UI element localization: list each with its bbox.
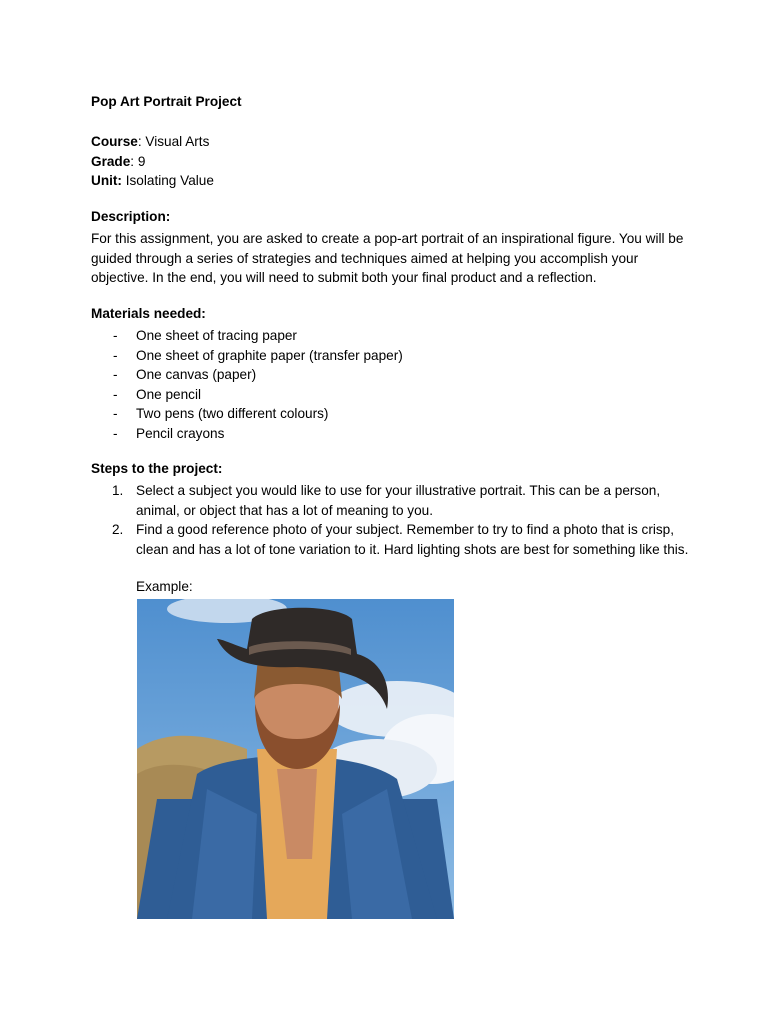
list-item: [91, 326, 403, 346]
course-info: [91, 132, 214, 191]
unit-label: Unit:: [91, 173, 122, 188]
materials-list: [91, 326, 403, 443]
material-text: One sheet of tracing paper: [136, 328, 297, 343]
document-title: Pop Art Portrait Project: [91, 94, 242, 109]
material-text: Two pens (two different colours): [136, 406, 329, 421]
steps-list: [91, 481, 691, 559]
grade-line: [91, 152, 214, 172]
unit-line: [91, 171, 214, 191]
cowboy-portrait-image: [137, 599, 454, 919]
description-text: For this assignment, you are asked to create a pop-art portrait of an inspirational figure. You will be guided through a series of strategies and techniques aimed at helping you accomplish your objective. In the end, you will need to submit both your final product and a reflection.: [91, 231, 684, 285]
material-text: One sheet of graphite paper (transfer paper): [136, 347, 403, 363]
list-item: [91, 385, 403, 405]
list-item: [91, 481, 691, 520]
material-text: One canvas (paper): [136, 367, 257, 382]
bullet-dash: -: [113, 367, 118, 382]
bullet-dash: -: [113, 386, 118, 402]
list-item: [91, 404, 403, 424]
grade-label: Grade: [91, 153, 131, 169]
bullet-dash: -: [113, 347, 118, 363]
list-item: [91, 520, 691, 559]
list-item: [91, 424, 403, 444]
course-line: [91, 132, 214, 152]
grade-value: : 9: [130, 153, 146, 169]
materials-heading: Materials needed:: [91, 306, 206, 321]
bullet-dash: -: [113, 406, 118, 421]
step-number: 2.: [112, 522, 124, 537]
example-photo: [137, 599, 454, 919]
list-item: [91, 346, 403, 366]
course-value: : Visual Arts: [137, 134, 210, 149]
material-text: Pencil crayons: [136, 425, 225, 441]
description-heading: Description:: [91, 209, 171, 224]
bullet-dash: -: [113, 425, 118, 441]
list-item: [91, 365, 403, 385]
material-text: One pencil: [136, 386, 201, 402]
example-label: Example:: [136, 579, 193, 594]
unit-value: Isolating Value: [121, 173, 214, 188]
bullet-dash: -: [113, 328, 118, 343]
step-text: Find a good reference photo of your subject. Remember to try to find a photo that is crisp, clean and has a lot of tone variation to it. Hard lighting shots are best for something like this.: [136, 522, 689, 557]
steps-heading: Steps to the project:: [91, 461, 223, 476]
step-number: 1.: [112, 483, 124, 498]
course-label: Course: [91, 134, 138, 149]
step-text: Select a subject you would like to use for your illustrative portrait. This can be a person, animal, or object that has a lot of meaning to you.: [136, 483, 661, 518]
